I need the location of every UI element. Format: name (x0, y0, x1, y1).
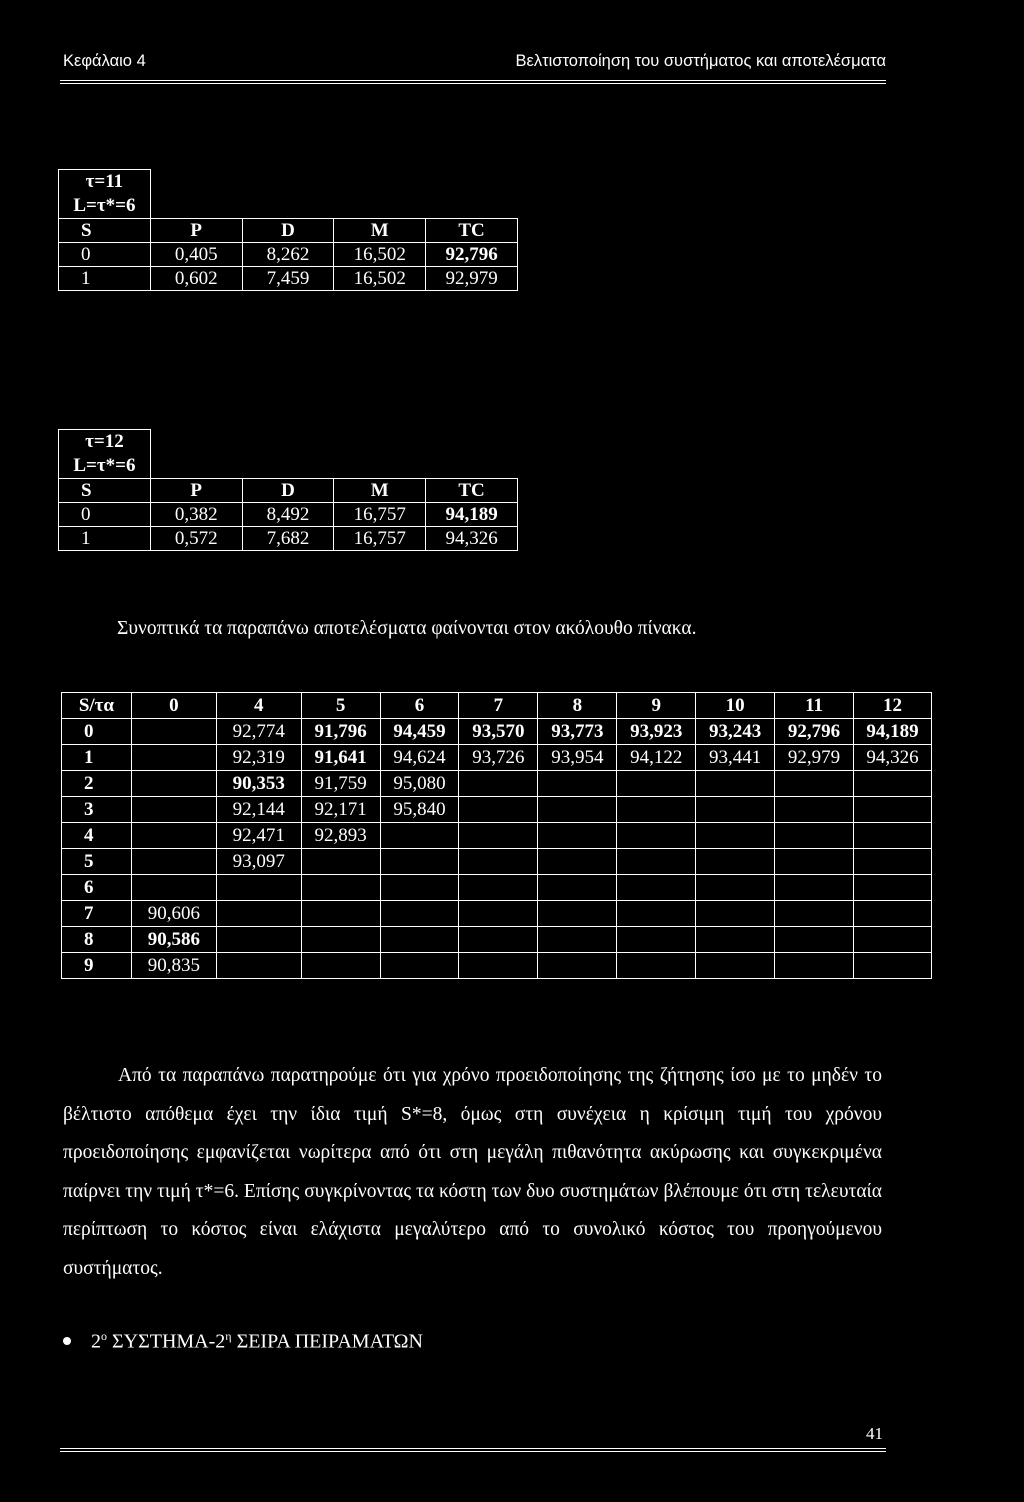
table-cell (459, 927, 538, 953)
row-label: 5 (62, 849, 132, 875)
row-label: 0 (62, 719, 132, 745)
table-cell (538, 797, 617, 823)
column-header: 0 (131, 693, 216, 719)
table-cell: 16,502 (334, 267, 426, 291)
table-cell (696, 953, 775, 979)
table-cell (380, 901, 459, 927)
table-header-row (59, 219, 518, 243)
page-number: 41 (866, 1424, 883, 1443)
table-row (62, 875, 932, 901)
table-cell (775, 797, 854, 823)
table-cell (131, 849, 216, 875)
table-cell: 91,796 (301, 719, 380, 745)
table-cell (459, 953, 538, 979)
table-cell (301, 953, 380, 979)
table-cell: 94,326 (426, 527, 518, 551)
table-cell: 94,459 (380, 719, 459, 745)
table-cell: 93,923 (617, 719, 696, 745)
table-row (62, 849, 932, 875)
summary-table (61, 692, 932, 979)
table-cell (617, 901, 696, 927)
table-cell: 8,492 (242, 503, 334, 527)
table-cell (459, 849, 538, 875)
row-label: 7 (62, 901, 132, 927)
row-label: 1 (62, 745, 132, 771)
table-cell (301, 875, 380, 901)
table-cell (696, 875, 775, 901)
table-cell (538, 927, 617, 953)
table-cell: 91,759 (301, 771, 380, 797)
column-header: M (334, 219, 426, 243)
column-header: 12 (854, 693, 932, 719)
table-cell (696, 927, 775, 953)
table-cell: 95,840 (380, 797, 459, 823)
table-cell: 0,572 (150, 527, 242, 551)
table-cell: 7,459 (242, 267, 334, 291)
column-header: TC (426, 479, 518, 503)
table-cell (538, 901, 617, 927)
table-cell (696, 823, 775, 849)
column-header: P (150, 219, 242, 243)
table-cell: 92,144 (216, 797, 301, 823)
table-cell (380, 927, 459, 953)
table-cell: 92,171 (301, 797, 380, 823)
footer-rule-2 (60, 1451, 886, 1452)
table-cell: 92,796 (775, 719, 854, 745)
column-header: 10 (696, 693, 775, 719)
column-header: 11 (775, 693, 854, 719)
row-label: 4 (62, 823, 132, 849)
table-cell (380, 823, 459, 849)
table-cell (617, 771, 696, 797)
table-row (62, 823, 932, 849)
row-label: 9 (62, 953, 132, 979)
table-row (62, 719, 932, 745)
table-cell: 0 (59, 243, 151, 267)
table-cell (216, 953, 301, 979)
table-cell: 94,189 (854, 719, 932, 745)
column-header: 6 (380, 693, 459, 719)
row-label: 3 (62, 797, 132, 823)
header-title: Βελτιστοποίηση του συστήματος και αποτελέσματα (515, 52, 886, 70)
table-cell: 91,641 (301, 745, 380, 771)
conclusion-paragraph: Από τα παραπάνω παρατηρούμε ότι για χρόνο προειδοποίησης της ζήτησης ίσο με το μηδέν το βέλτιστο απόθεμα έχει την ίδια τιμή S*=8, όμως στη συνέχεια η κρίσιμη τιμή του χρόνου προειδοποίησης εμφανίζεται νωρίτερα από ότι στη μεγάλη πιθανότητα ακύρωσης και συγκεκριμένα παίρνει την τιμή τ*=6. Επίσης συγκρίνοντας τα κόστη των δυο συστημάτων βλέπουμε ότι στη τελευταία περίπτωση το κόστος είναι ελάχιστα μεγαλύτερο από το συνολικό κόστος του προηγούμενου συστήματος. (63, 1065, 882, 1279)
table-cell (854, 797, 932, 823)
table-cell (131, 823, 216, 849)
summary-caption: Συνοπτικά τα παραπάνω αποτελέσματα φαίνονται στον ακόλουθο πίνακα. (117, 618, 697, 639)
table-cell (301, 901, 380, 927)
table-cell (131, 797, 216, 823)
table-cell (538, 771, 617, 797)
table-cell (696, 797, 775, 823)
table-cell: 16,757 (334, 527, 426, 551)
column-header: 7 (459, 693, 538, 719)
table-cell (131, 719, 216, 745)
table-cell (775, 849, 854, 875)
results-table-t12 (58, 429, 518, 551)
column-header: D (242, 219, 334, 243)
table-cell (775, 953, 854, 979)
table-title: τ=12 L=τ*=6 (59, 430, 151, 479)
column-header: D (242, 479, 334, 503)
table-cell: 8,262 (242, 243, 334, 267)
table-cell: 92,893 (301, 823, 380, 849)
table-cell (459, 901, 538, 927)
table-cell (216, 875, 301, 901)
table-row (59, 243, 518, 267)
table-cell: 94,122 (617, 745, 696, 771)
table-cell: 92,979 (775, 745, 854, 771)
table-cell (459, 797, 538, 823)
header-rule (60, 80, 886, 81)
table-cell (538, 953, 617, 979)
table-title: τ=11 L=τ*=6 (59, 170, 151, 219)
table-cell (538, 823, 617, 849)
table-cell: 93,243 (696, 719, 775, 745)
table-cell (617, 953, 696, 979)
table-cell (131, 745, 216, 771)
table-row (62, 901, 932, 927)
table-cell (696, 771, 775, 797)
table-cell: 90,606 (131, 901, 216, 927)
table-cell (301, 849, 380, 875)
table-cell: 0,405 (150, 243, 242, 267)
table-cell: 92,471 (216, 823, 301, 849)
table-cell: 1 (59, 267, 151, 291)
table-cell (775, 901, 854, 927)
row-label: 6 (62, 875, 132, 901)
table-cell (854, 901, 932, 927)
table-cell (380, 953, 459, 979)
column-header: S (59, 219, 151, 243)
table-row (62, 927, 932, 953)
table-cell (854, 849, 932, 875)
table-cell: 16,502 (334, 243, 426, 267)
table-cell: 93,570 (459, 719, 538, 745)
table-cell: 1 (59, 527, 151, 551)
table-header-row (62, 693, 932, 719)
table-cell: 94,624 (380, 745, 459, 771)
table-row (62, 771, 932, 797)
table-cell: 94,326 (854, 745, 932, 771)
column-header: 4 (216, 693, 301, 719)
header-rule-2 (60, 83, 886, 84)
table-row (62, 797, 932, 823)
table-cell (538, 849, 617, 875)
bullet-icon (63, 1337, 71, 1345)
table-cell: 93,954 (538, 745, 617, 771)
results-table-t11 (58, 169, 518, 291)
table-cell: 0 (59, 503, 151, 527)
table-cell (380, 875, 459, 901)
table-cell (775, 875, 854, 901)
row-label: 2 (62, 771, 132, 797)
table-row (62, 953, 932, 979)
table-cell (216, 927, 301, 953)
table-cell: 92,796 (426, 243, 518, 267)
table-cell (617, 797, 696, 823)
table-cell: 90,835 (131, 953, 216, 979)
column-header: 5 (301, 693, 380, 719)
table-header-row (59, 479, 518, 503)
table-cell (617, 823, 696, 849)
table-cell (216, 901, 301, 927)
table-row (62, 745, 932, 771)
table-cell (696, 849, 775, 875)
table-cell (617, 849, 696, 875)
footer-rule (60, 1448, 886, 1449)
table-cell (775, 771, 854, 797)
table-cell (775, 927, 854, 953)
table-cell (131, 875, 216, 901)
table-cell: 92,979 (426, 267, 518, 291)
table-cell: 92,319 (216, 745, 301, 771)
table-cell: 95,080 (380, 771, 459, 797)
table-cell (696, 901, 775, 927)
column-header: 9 (617, 693, 696, 719)
table-cell (854, 875, 932, 901)
table-cell: 93,097 (216, 849, 301, 875)
column-header: 8 (538, 693, 617, 719)
table-cell: 90,586 (131, 927, 216, 953)
column-header: S/τα (62, 693, 132, 719)
row-label: 8 (62, 927, 132, 953)
table-cell: 93,726 (459, 745, 538, 771)
table-cell: 90,353 (216, 771, 301, 797)
table-cell (459, 771, 538, 797)
table-cell (617, 875, 696, 901)
table-cell (775, 823, 854, 849)
table-cell: 16,757 (334, 503, 426, 527)
section-heading (63, 1329, 423, 1354)
table-cell: 0,602 (150, 267, 242, 291)
table-row (59, 503, 518, 527)
table-cell (617, 927, 696, 953)
table-cell: 0,382 (150, 503, 242, 527)
column-header: M (334, 479, 426, 503)
table-cell (854, 771, 932, 797)
table-cell (301, 927, 380, 953)
table-row (59, 527, 518, 551)
table-cell (854, 927, 932, 953)
table-cell: 92,774 (216, 719, 301, 745)
table-cell: 7,682 (242, 527, 334, 551)
table-cell: 94,189 (426, 503, 518, 527)
table-cell: 93,441 (696, 745, 775, 771)
table-cell (854, 953, 932, 979)
table-cell (854, 823, 932, 849)
table-row (59, 267, 518, 291)
table-cell (131, 771, 216, 797)
table-cell (459, 875, 538, 901)
chapter-label: Κεφάλαιο 4 (63, 52, 146, 70)
table-cell (538, 875, 617, 901)
table-cell: 93,773 (538, 719, 617, 745)
table-cell (380, 849, 459, 875)
table-cell (459, 823, 538, 849)
section-title: $2^o$ ΣΥΣΤΗΜΑ-$2^\eta$ ΣΕΙΡΑ ΠΕΙΡΑΜΑΤΩΝ (91, 1329, 423, 1353)
column-header: TC (426, 219, 518, 243)
column-header: S (59, 479, 151, 503)
column-header: P (150, 479, 242, 503)
